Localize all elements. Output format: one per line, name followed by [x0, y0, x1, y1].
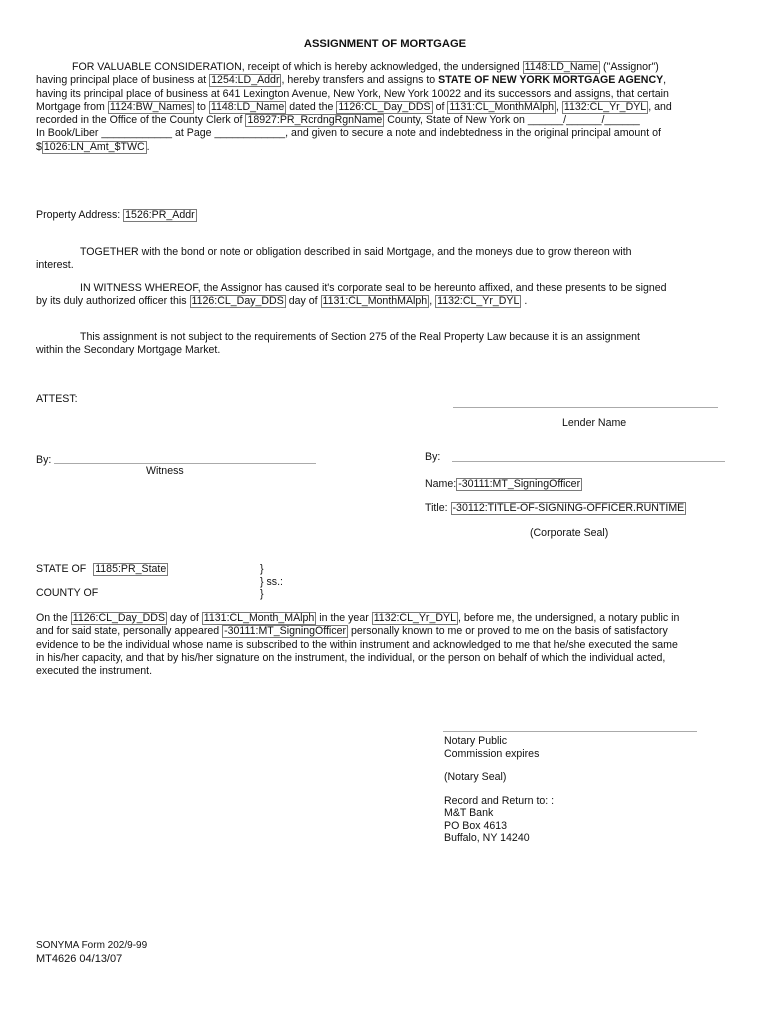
return-city: Buffalo, NY 14240 [444, 832, 530, 844]
p2-text: TOGETHER with the bond or note or obligation described in said Mortgage, and the moneys due to grow thereon with [80, 246, 632, 258]
p3-text: by its duly authorized officer this [36, 295, 187, 308]
p1-text: dated the [289, 100, 334, 113]
notary-public-label: Notary Public [444, 735, 507, 747]
state-field[interactable]: 1185:PR_State [95, 563, 167, 575]
brace-text: } [260, 588, 264, 600]
p1-text: FOR VALUABLE CONSIDERATION, receipt of which is hereby acknowledged, the undersigned [72, 61, 520, 73]
property-address-label: Property Address: [36, 209, 121, 221]
ack-officer-field[interactable]: -30111:MT_SigningOfficer [224, 625, 346, 638]
consideration-paragraph [36, 61, 726, 154]
commission-expires-label: Commission expires [444, 747, 540, 760]
ack-month-field[interactable]: 1131:CL_Month_MAlph [203, 612, 315, 624]
assignor-name-field[interactable]: 1148:LD_Name [524, 61, 599, 73]
notary-block [444, 735, 554, 845]
borrower-names-field[interactable]: 1124:BW_Names [109, 100, 193, 113]
p1-text: , [663, 74, 667, 87]
section-275-paragraph [36, 331, 726, 358]
p4-text: This assignment is not subject to the requirements of Section 275 of the Real Property Law because it is an assignment [80, 331, 641, 343]
signing-month-field[interactable]: 1131:CL_MonthMAlph [322, 295, 428, 308]
lender-name-field[interactable]: 1148:LD_Name [210, 100, 285, 113]
by-left-label: By: [36, 454, 52, 466]
property-address-row [36, 209, 197, 222]
p2-text: interest. [36, 259, 74, 272]
signing-officer-field[interactable]: -30111:MT_SigningOfficer [458, 478, 581, 490]
p1-text: , hereby transfers and assigns to [281, 74, 436, 87]
closing-year-field[interactable]: 1132:CL_Yr_DYL [563, 100, 647, 113]
ack-text: On the [36, 612, 68, 624]
p3-text: day of [288, 295, 318, 308]
p3-text: IN WITNESS WHEREOF, the Assignor has caused it's corporate seal to be hereunto affixed, and these presents to be signed [80, 282, 667, 294]
notary-signature-line[interactable] [443, 731, 697, 732]
together-paragraph [36, 246, 726, 273]
signing-year-field[interactable]: 1132:CL_Yr_DYL [437, 295, 520, 308]
witness-label: Witness [146, 465, 184, 477]
ss-brace [260, 563, 283, 601]
property-address-field[interactable]: 1526:PR_Addr [125, 209, 195, 221]
loan-amount-field[interactable]: 1026:LN_Amt_$TWC [43, 140, 145, 153]
closing-month-field[interactable]: 1131:CL_MonthMAlph [449, 100, 555, 113]
p1-text: Mortgage from [36, 100, 105, 113]
p1-text: of [435, 100, 445, 113]
p1-text: . [146, 140, 150, 153]
title-label: Title: [425, 502, 448, 514]
p1-text: having principal place of business at [36, 74, 207, 87]
brace-text: } ss.: [260, 575, 283, 588]
witness-signature-line[interactable] [54, 463, 316, 464]
ack-text: and for said state, personally appeared [36, 625, 220, 638]
ack-text: executed the instrument. [36, 665, 153, 678]
p1-text: , and [648, 100, 672, 113]
signing-day-field[interactable]: 1126:CL_Day_DDS [191, 295, 284, 308]
form-code: MT4626 04/13/07 [36, 953, 123, 965]
county-label: COUNTY OF [36, 587, 99, 599]
form-number: SONYMA Form 202/9-99 [36, 940, 148, 951]
ack-text: personally known to me or proved to me on the basis of satisfactory [350, 625, 668, 638]
corporate-seal-label: (Corporate Seal) [530, 527, 609, 539]
state-label: STATE OF [36, 563, 87, 575]
p1-text: recorded in the Office of the County Clerk of [36, 114, 243, 127]
recording-county-field[interactable]: 18927:PR_RcrdngRgnName [247, 114, 383, 127]
assignee-name: STATE OF NEW YORK MORTGAGE AGENCY [438, 74, 664, 87]
officer-name-row [425, 478, 582, 491]
return-bank: M&T Bank [444, 807, 494, 819]
ack-day-field[interactable]: 1126:CL_Day_DDS [72, 612, 166, 624]
witness-whereof-paragraph [36, 282, 726, 309]
brace-text: } [260, 563, 264, 575]
by-right-label: By: [425, 451, 441, 463]
ack-text: evidence to be the individual whose name is subscribed to the within instrument and acknowledged to me that he/she executed the same [36, 638, 678, 651]
p3-text: , [429, 295, 433, 308]
recording-date-blank[interactable]: ______/______/______ [527, 114, 640, 127]
ack-text: in his/her capacity, and that by his/her signature on the instrument, the individual, or the person on behalf of which the individual acted, [36, 651, 666, 664]
lender-name-label: Lender Name [562, 417, 627, 429]
state-row [36, 563, 168, 576]
acknowledgment-paragraph [36, 612, 726, 678]
ack-text: , before me, the undersigned, a notary public in [457, 612, 680, 624]
p1-text: , [556, 100, 559, 113]
p1-text: to [197, 100, 206, 113]
ack-text: day of [169, 612, 199, 624]
p1-text: having its principal place of business at 641 Lexington Avenue, New York, New York 10022 and its successors and assigns, that certain [36, 87, 669, 100]
p1-text: $ [36, 140, 42, 153]
p3-text: . [524, 295, 528, 308]
ack-year-field[interactable]: 1132:CL_Yr_DYL [373, 612, 456, 624]
record-return-label: Record and Return to: : [444, 794, 555, 807]
ack-text: in the year [319, 612, 369, 624]
lender-signature-line[interactable] [453, 407, 718, 408]
document-title: ASSIGNMENT OF MORTGAGE [303, 38, 467, 50]
name-label: Name: [425, 478, 457, 490]
officer-title-row [425, 502, 686, 515]
notary-seal-label: (Notary Seal) [444, 771, 507, 783]
p1-text: In Book/Liber ____________ at Page ____________, and given to secure a note and indebtedness in the original principal amount of [36, 127, 661, 140]
p4-text: within the Secondary Mortgage Market. [36, 344, 221, 357]
return-pobox: PO Box 4613 [444, 819, 508, 832]
p1-text: ("Assignor") [603, 61, 659, 73]
signing-officer-title-field[interactable]: -30112:TITLE-OF-SIGNING-OFFICER.RUNTIME [452, 502, 685, 514]
attest-label: ATTEST: [36, 393, 78, 405]
p1-text: County, State of New York on [387, 114, 525, 127]
closing-day-field[interactable]: 1126:CL_Day_DDS [338, 100, 431, 113]
assignor-address-field[interactable]: 1254:LD_Addr [211, 74, 280, 87]
officer-signature-line[interactable] [452, 461, 725, 462]
